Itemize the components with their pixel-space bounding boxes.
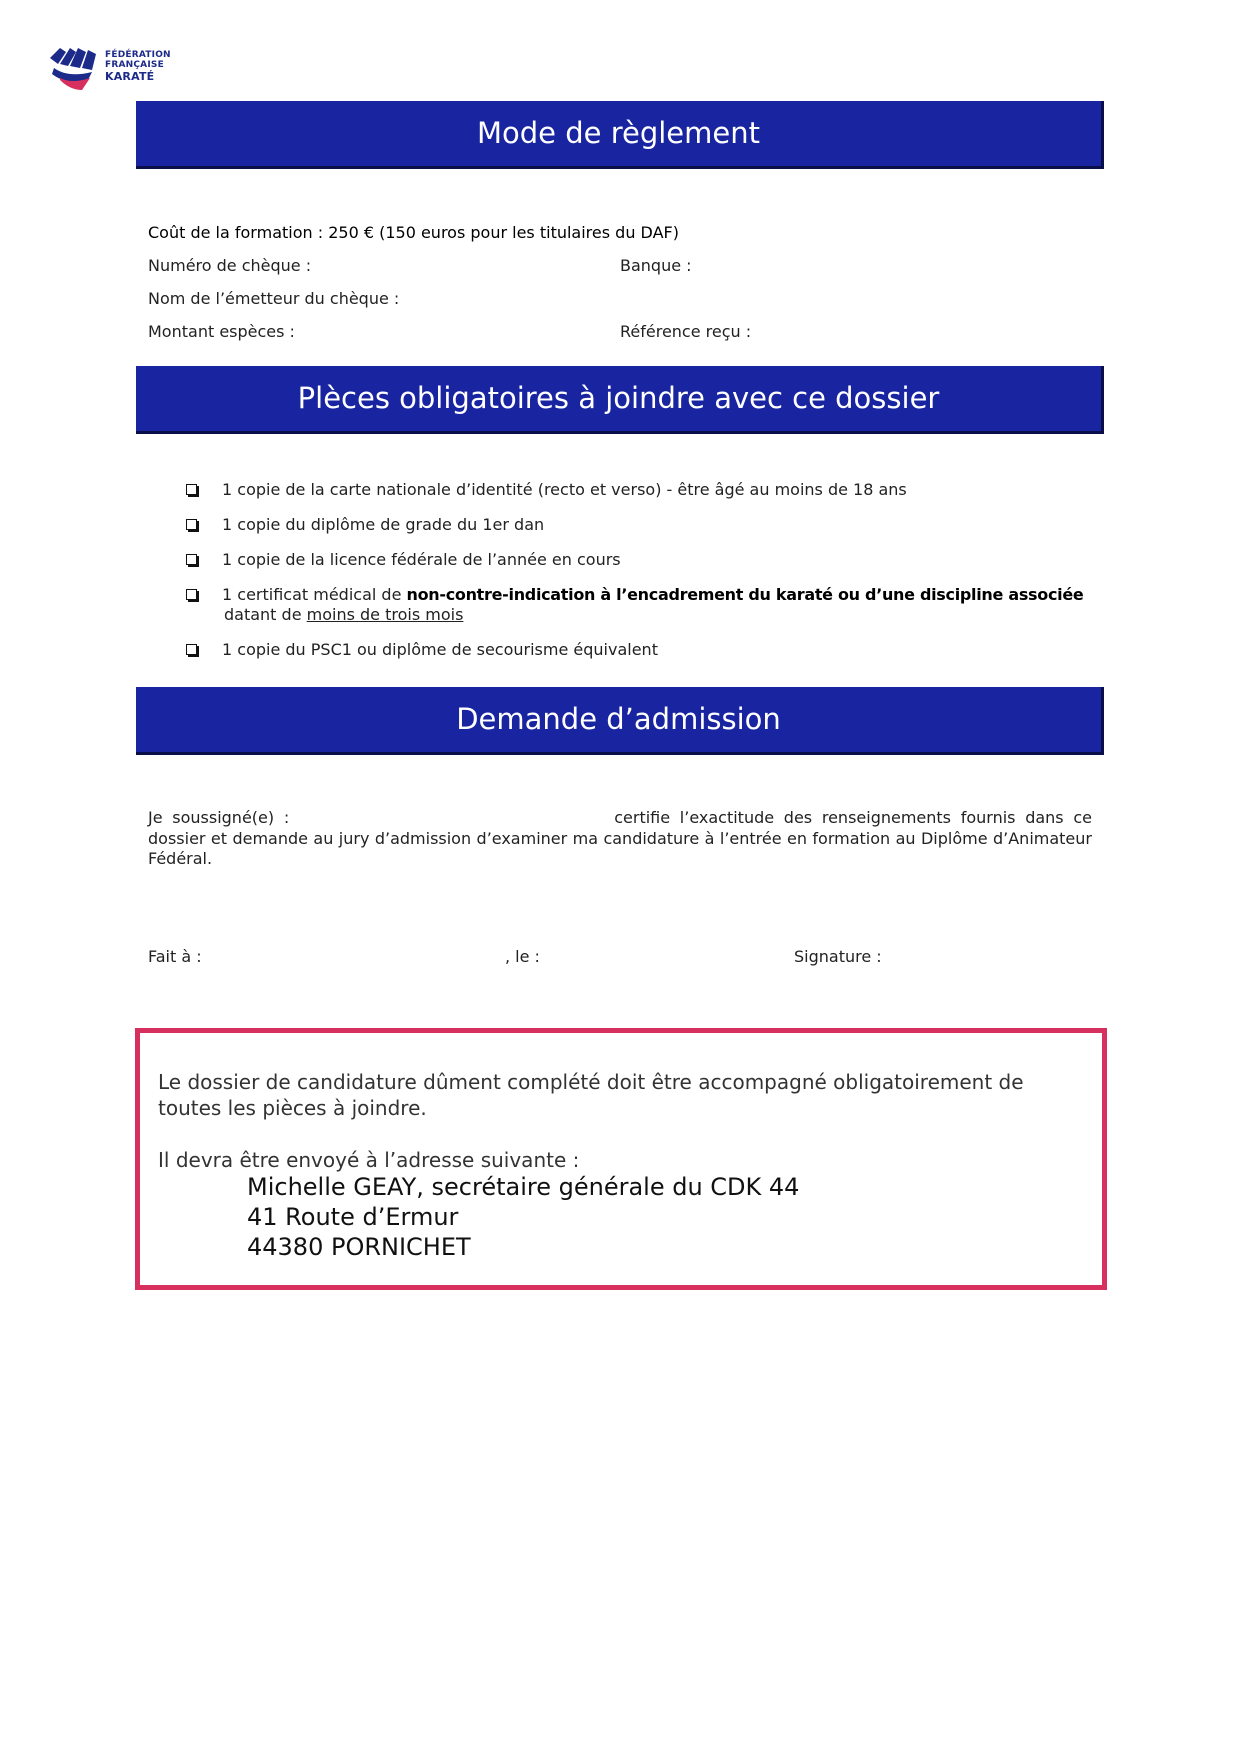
address-line-3: 44380 PORNICHET: [247, 1233, 471, 1261]
cash-amount-label: Montant espèces :: [148, 322, 295, 341]
check-issuer-label: Nom de l’émetteur du chèque :: [148, 289, 400, 308]
karate-logo-icon: [48, 44, 104, 92]
check-number-label: Numéro de chèque :: [148, 256, 312, 275]
submission-notice-box: [135, 1028, 1107, 1290]
checkbox-icon: [186, 554, 197, 565]
list-item: [186, 585, 1086, 625]
list-item: [186, 480, 1086, 500]
payment-section-title: Mode de règlement: [136, 101, 1104, 169]
logo-line-1: FÉDÉRATION: [105, 50, 171, 60]
admission-section-title: Demande d’admission: [136, 687, 1104, 755]
signature-label: Signature :: [794, 947, 882, 966]
checkbox-icon: [186, 519, 197, 530]
address-line-2: 41 Route d’Ermur: [247, 1203, 459, 1231]
document-item-id-card: 1 copie de la carte nationale d’identité (recto et verso) - être âgé au moins de 18 ans: [222, 480, 907, 499]
document-item-medical-prefix: 1 certificat médical de: [222, 585, 407, 604]
checkbox-icon: [186, 589, 197, 600]
checkbox-icon: [186, 644, 197, 655]
ffk-logo: [48, 44, 178, 96]
undersigned-label: Je soussigné(e) :: [148, 808, 290, 827]
required-documents-list: [186, 480, 1086, 660]
logo-line-3: KARATÉ: [105, 70, 155, 83]
documents-section-title: Plèces obligatoires à joindre avec ce dossier: [136, 366, 1104, 434]
notice-completeness: Le dossier de candidature dûment complété doit être accompagné obligatoirement de toutes les pièces à joindre.: [158, 1070, 1024, 1120]
document-item-medical-dated: datant de: [224, 605, 307, 624]
list-item: [186, 515, 1086, 535]
document-item-license: 1 copie de la licence fédérale de l’année en cours: [222, 550, 621, 569]
address-line-1: Michelle GEAY, secrétaire générale du CDK 44: [247, 1173, 800, 1201]
list-item: [186, 640, 1086, 660]
document-item-medical-emphasis: non-contre-indication à l’encadrement du karaté ou d’une discipline associée: [406, 585, 1084, 604]
receipt-reference-label: Référence reçu :: [620, 322, 752, 341]
admission-statement: [148, 808, 1092, 870]
document-item-psc1: 1 copie du PSC1 ou diplôme de secourisme équivalent: [222, 640, 658, 659]
list-item: [186, 550, 1086, 570]
place-label: Fait à :: [148, 947, 202, 966]
notice-send-to: Il devra être envoyé à l’adresse suivante :: [158, 1148, 580, 1172]
admission-text: certifie l’exactitude des renseignements fournis dans ce dossier et demande au jury d’admission d’examiner ma candidature à l’entrée en formation au Diplôme d’Animateur Fédéral.: [148, 808, 1092, 868]
bank-label: Banque :: [620, 256, 692, 275]
checkbox-icon: [186, 484, 197, 495]
logo-line-2: FRANÇAISE: [105, 60, 164, 70]
document-item-dan-diploma: 1 copie du diplôme de grade du 1er dan: [222, 515, 545, 534]
date-label: , le :: [505, 947, 540, 966]
training-cost: Coût de la formation : 250 € (150 euros pour les titulaires du DAF): [148, 223, 679, 242]
document-item-medical-delay: moins de trois mois: [306, 605, 464, 624]
